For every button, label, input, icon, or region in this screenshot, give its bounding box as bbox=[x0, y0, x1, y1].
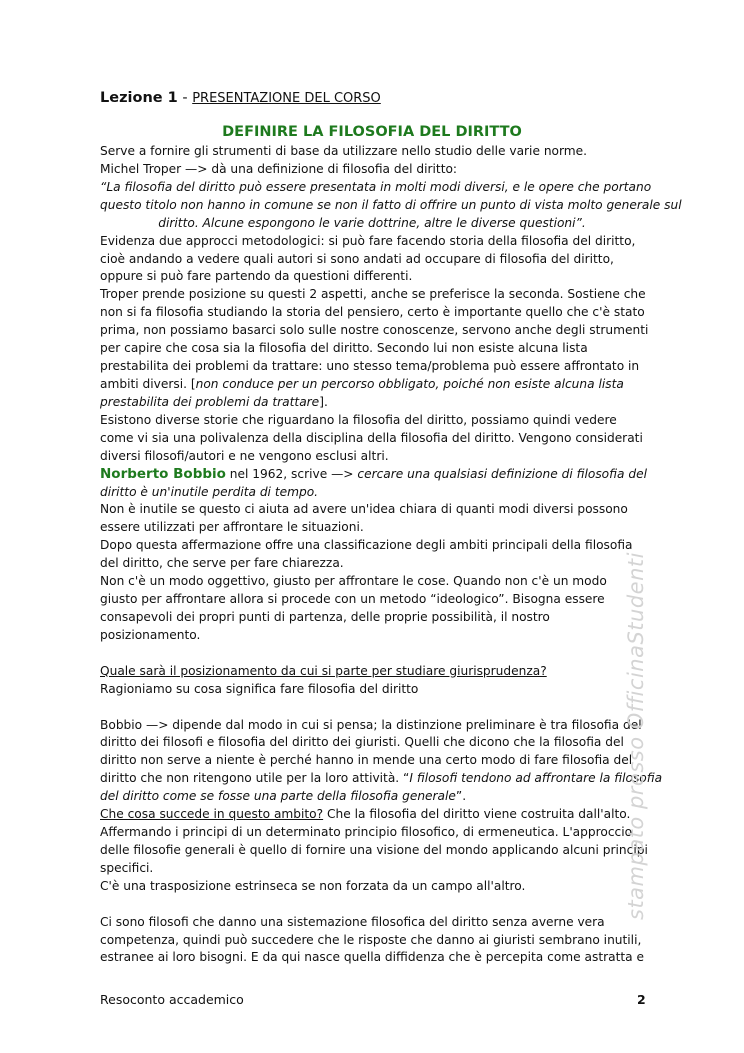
text-line bbox=[100, 501, 660, 519]
title-separator: - bbox=[177, 90, 193, 106]
text-segment: questo titolo non hanno in comune se non il fatto di offrire un punto di vista molto generale sul bbox=[100, 197, 682, 212]
text-segment: non conduce per un percorso obbligato, poiché non esiste alcuna lista bbox=[195, 376, 624, 391]
text-line bbox=[100, 949, 660, 967]
text-segment: Troper prende posizione su questi 2 aspetti, anche se preferisce la seconda. Sostiene che bbox=[100, 287, 646, 302]
text-segment: prestabilita dei problemi da trattare bbox=[100, 394, 320, 409]
text-line bbox=[100, 537, 660, 555]
text-segment: come vi sia una polivalenza della disciplina della filosofia del diritto. Vengono considerati bbox=[100, 430, 643, 445]
text-line bbox=[100, 376, 660, 394]
text-segment: Michel Troper —> dà una definizione di filosofia del diritto: bbox=[100, 161, 458, 176]
text-line bbox=[100, 340, 660, 358]
text-line bbox=[100, 842, 660, 860]
text-segment: essere utilizzati per affrontare le situazioni. bbox=[100, 520, 364, 535]
text-segment: Quale sarà il posizionamento da cui si parte per studiare giurisprudenza? bbox=[100, 663, 547, 678]
text-segment: prima, non possiamo basarci solo sulle nostre conoscenze, servono anche degli strumenti bbox=[100, 323, 649, 338]
text-line bbox=[100, 609, 660, 627]
text-segment: competenza, quindi può succedere che le risposte che danno ai giuristi sembrano inutili, bbox=[100, 932, 642, 947]
text-line bbox=[100, 519, 660, 537]
text-segment: Dopo questa affermazione offre una classificazione degli ambiti principali della filosofia bbox=[100, 538, 633, 553]
text-segment: diritto dei filosofi e filosofia del diritto dei giuristi. Quelli che dicono che la filosofia del bbox=[100, 735, 624, 750]
text-line bbox=[100, 788, 660, 806]
page-number: 2 bbox=[637, 992, 646, 1007]
text-line bbox=[100, 717, 660, 735]
text-line bbox=[100, 555, 660, 573]
text-segment: oppure si può fare partendo da questioni differenti. bbox=[100, 269, 413, 284]
text-segment: ]. bbox=[319, 394, 328, 409]
text-segment: Bobbio —> dipende dal modo in cui si pensa; la distinzione preliminare è tra filosofia del bbox=[100, 717, 642, 732]
text-line bbox=[100, 860, 660, 878]
text-line bbox=[100, 484, 660, 502]
text-line bbox=[100, 197, 682, 215]
text-segment: Serve a fornire gli strumenti di base da utilizzare nello studio delle varie norme. bbox=[100, 144, 588, 158]
text-line bbox=[100, 412, 660, 430]
text-line bbox=[100, 878, 660, 896]
text-line bbox=[100, 932, 660, 950]
text-segment: per capire che cosa sia la filosofia del diritto. Secondo lui non esiste alcuna lista bbox=[100, 341, 588, 356]
text-segment: Non c'è un modo oggettivo, giusto per affrontare le cose. Quando non c'è un modo bbox=[100, 574, 607, 589]
text-segment: del diritto, che serve per fare chiarezza. bbox=[100, 556, 344, 571]
text-segment: ”. bbox=[455, 789, 467, 804]
text-segment: posizionamento. bbox=[100, 627, 201, 642]
text-line bbox=[100, 394, 660, 412]
text-line bbox=[100, 304, 660, 322]
text-line bbox=[100, 681, 660, 699]
blank-line bbox=[100, 645, 660, 663]
watermark: stampato presso OfficinaStudenti bbox=[624, 552, 648, 920]
text-segment: Esistono diverse storie che riguardano la filosofia del diritto, possiamo quindi vedere bbox=[100, 412, 617, 427]
text-line bbox=[100, 914, 660, 932]
footer-text: Resoconto accademico bbox=[100, 992, 244, 1007]
text-line bbox=[100, 268, 660, 286]
lesson-title bbox=[100, 90, 381, 106]
text-line bbox=[100, 752, 660, 770]
text-segment: Che cosa succede in questo ambito? bbox=[100, 807, 324, 822]
text-segment: Ragioniamo su cosa significa fare filosofia del diritto bbox=[100, 681, 419, 696]
text-segment: Ci sono filosofi che danno una sistemazione filosofica del diritto senza averne vera bbox=[100, 914, 605, 929]
text-segment: I filosofi tendono ad affrontare la filosofia bbox=[409, 771, 663, 786]
text-segment: “La filosofia del diritto può essere presentata in molti modi diversi, e le opere che portano bbox=[100, 179, 652, 194]
text-line bbox=[100, 770, 663, 788]
text-line bbox=[100, 251, 660, 269]
text-segment: non si fa filosofia studiando la storia del pensiero, certo è importante quello che c'è stato bbox=[100, 305, 645, 320]
text-segment: estranee ai loro bisogni. E da qui nasce quella diffidenza che è percepita come astratta e bbox=[100, 950, 644, 965]
text-line bbox=[100, 734, 660, 752]
text-segment: diritto che non ritengono utile per la loro attività. “ bbox=[100, 771, 410, 786]
text-segment: Affermando i principi di un determinato principio filosofico, di ermeneutica. L'approccio bbox=[100, 825, 633, 840]
text-line bbox=[100, 824, 660, 842]
text-line bbox=[100, 358, 660, 376]
text-segment: prestabilita dei problemi da trattare: uno stesso tema/problema può essere affrontato in bbox=[100, 359, 640, 374]
text-segment: specifici. bbox=[100, 860, 154, 875]
text-line bbox=[100, 430, 660, 448]
text-line bbox=[100, 215, 644, 233]
text-line bbox=[100, 466, 660, 484]
text-segment: diritto. Alcune espongono le varie dottrine, altre le diverse questioni”. bbox=[158, 215, 586, 230]
text-line bbox=[100, 573, 660, 591]
text-segment: ambiti diversi. [ bbox=[100, 376, 196, 391]
text-line bbox=[100, 591, 660, 609]
text-segment: del diritto come se fosse una parte della filosofia generale bbox=[100, 789, 456, 804]
text-segment: Non è inutile se questo ci aiuta ad avere un'idea chiara di quanti modi diversi possono bbox=[100, 502, 628, 517]
section-heading: DEFINIRE LA FILOSOFIA DEL DIRITTO bbox=[222, 124, 522, 140]
lesson-number: Lezione 1 bbox=[100, 90, 178, 106]
lesson-subtitle: PRESENTAZIONE DEL CORSO bbox=[192, 91, 381, 106]
text-line bbox=[100, 448, 660, 466]
text-line bbox=[100, 179, 652, 197]
text-segment: nel 1962, scrive —> bbox=[225, 466, 358, 481]
document-body bbox=[100, 143, 682, 967]
text-segment: Che la filosofia del diritto viene costruita dall'alto. bbox=[323, 807, 631, 822]
text-segment: cercare una qualsiasi definizione di filosofia del bbox=[357, 466, 647, 481]
text-line bbox=[100, 233, 660, 251]
text-segment: diritto è un'inutile perdita di tempo. bbox=[100, 484, 319, 499]
text-segment: giusto per affrontare allora si procede con un metodo “ideologico”. Bisogna essere bbox=[100, 592, 605, 607]
text-line bbox=[100, 663, 660, 681]
text-line bbox=[100, 806, 660, 824]
text-segment: consapevoli dei propri punti di partenza, delle proprie possibilità, il nostro bbox=[100, 609, 550, 624]
text-line bbox=[100, 322, 660, 340]
text-segment: C'è una trasposizione estrinseca se non forzata da un campo all'altro. bbox=[100, 878, 526, 893]
text-line bbox=[100, 286, 660, 304]
text-segment: delle filosofie generali è quello di fornire una visione del mondo applicando alcuni principi bbox=[100, 842, 648, 857]
text-line bbox=[100, 627, 660, 645]
blank-line bbox=[100, 896, 660, 914]
text-segment: Evidenza due approcci metodologici: si può fare facendo storia della filosofia del diritto, bbox=[100, 233, 636, 248]
text-segment: cioè andando a vedere quali autori si sono andati ad occupare di filosofia del diritto, bbox=[100, 251, 614, 266]
text-segment: diritto non serve a niente è perché hanno in mende una certo modo di fare filosofia del bbox=[100, 753, 633, 768]
text-segment: diversi filosofi/autori e ne vengono esclusi altri. bbox=[100, 448, 389, 463]
text-line bbox=[100, 161, 660, 179]
blank-line bbox=[100, 699, 660, 717]
author-name: Norberto Bobbio bbox=[100, 465, 226, 482]
text-line bbox=[100, 143, 660, 161]
